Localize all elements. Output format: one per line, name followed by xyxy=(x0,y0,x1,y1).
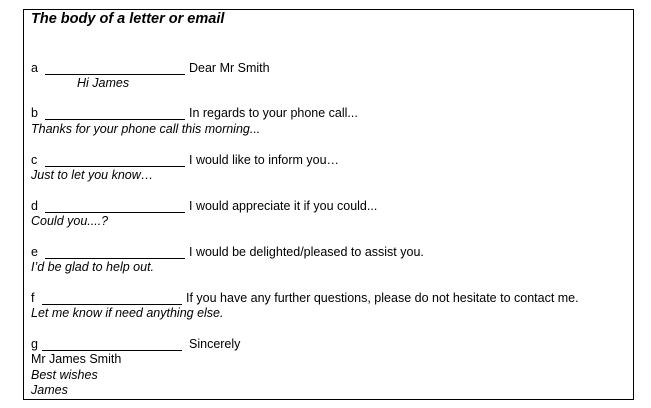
item-e-letter: e xyxy=(31,245,38,259)
item-g-formal: Sincerely xyxy=(189,337,241,351)
item-f-letter: f xyxy=(31,291,35,305)
item-f-formal: If you have any further questions, please do not hesitate to contact me. xyxy=(186,291,579,305)
item-e-informal: I’d be glad to help out. xyxy=(31,260,155,274)
item-b-informal: Thanks for your phone call this morning... xyxy=(31,122,261,136)
item-d-formal: I would appreciate it if you could... xyxy=(189,199,378,213)
item-a-answer-blank[interactable] xyxy=(45,74,185,75)
item-d-letter: d xyxy=(31,199,38,213)
item-d-informal: Could you....? xyxy=(31,214,109,228)
item-g-answer-blank[interactable] xyxy=(42,350,182,351)
item-a-informal: Hi James xyxy=(77,76,130,90)
item-f-answer-blank[interactable] xyxy=(42,304,182,305)
item-d-answer-blank[interactable] xyxy=(45,212,185,213)
item-a-formal: Dear Mr Smith xyxy=(189,61,270,75)
item-c-informal: Just to let you know… xyxy=(31,168,154,182)
item-b-letter: b xyxy=(31,106,38,120)
item-g-informal: Best wishes xyxy=(31,368,98,382)
item-e-formal: I would be delighted/pleased to assist you. xyxy=(189,245,424,259)
item-g-formal-name: Mr James Smith xyxy=(31,352,122,366)
item-b-answer-blank[interactable] xyxy=(45,119,185,120)
exercise-title: The body of a letter or email xyxy=(31,11,225,27)
item-f-informal: Let me know if need anything else. xyxy=(31,306,224,320)
item-g-informal-name: James xyxy=(31,383,68,397)
item-c-letter: c xyxy=(31,153,38,167)
item-a-letter: a xyxy=(31,61,38,75)
item-g-letter: g xyxy=(31,337,38,351)
item-e-answer-blank[interactable] xyxy=(45,258,185,259)
item-c-answer-blank[interactable] xyxy=(45,166,185,167)
item-b-formal: In regards to your phone call... xyxy=(189,106,358,120)
item-c-formal: I would like to inform you… xyxy=(189,153,340,167)
